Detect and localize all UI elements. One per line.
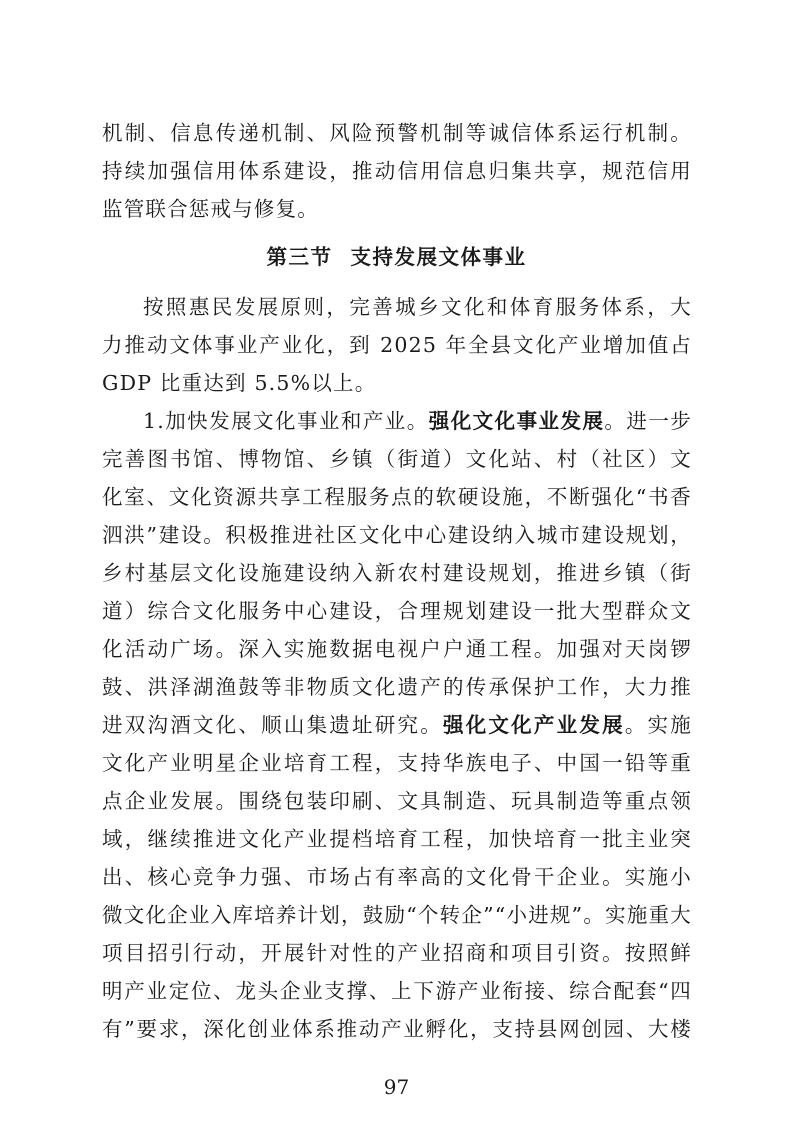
text-line: 化活动广场。深入实施数据电视户户通工程。加强对天岗锣	[102, 637, 692, 661]
text-line: 泗洪”建设。积极推进社区文化中心建设纳入城市建设规划，	[102, 523, 692, 547]
text-line: 完善图书馆、博物馆、乡镇（街道）文化站、村（社区）文	[102, 447, 692, 471]
bold-subheading: 强化文化事业发展	[428, 409, 605, 433]
text-line: GDP 比重达到 5.5%以上。	[102, 371, 377, 395]
text-line: 有”要求，深化创业体系推动产业孵化，支持县网创园、大楼	[102, 1017, 692, 1041]
section-heading	[0, 238, 793, 276]
text-line: 化室、文化资源共享工程服务点的软硬设施，不断强化“书香	[102, 485, 692, 509]
text-line: 监管联合惩戒与修复。	[102, 197, 319, 221]
page-number: 97	[383, 1075, 410, 1099]
text-run: 。进一步	[604, 409, 692, 433]
text-line: 点企业发展。围绕包装印刷、文具制造、玩具制造等重点领	[102, 789, 692, 813]
section-number: 第三节	[266, 245, 333, 269]
text-line: 明产业定位、龙头企业支撑、上下游产业衔接、综合配套“四	[102, 979, 692, 1003]
section-title: 支持发展文体事业	[350, 245, 527, 269]
text-line: 力推动文体事业产业化，到 2025 年全县文化产业增加值占	[102, 333, 692, 357]
text-line: 域，继续推进文化产业提档培育工程，加快培育一批主业突	[102, 827, 692, 851]
text-line: 项目招引行动，开展针对性的产业招商和项目引资。按照鲜	[102, 941, 692, 965]
item-heading: 1.加快发展文化事业和产业。	[143, 409, 429, 433]
bold-subheading: 强化文化产业发展	[442, 713, 625, 737]
text-line: 按照惠民发展原则，完善城乡文化和体育服务体系，大	[143, 295, 692, 319]
text-line	[143, 402, 692, 440]
text-line: 道）综合文化服务中心建设，合理规划建设一批大型群众文	[102, 599, 692, 623]
text-run: 进双沟酒文化、顺山集遗址研究。	[102, 713, 443, 737]
text-line: 机制、信息传递机制、风险预警机制等诚信体系运行机制。	[102, 121, 692, 145]
text-line: 乡村基层文化设施建设纳入新农村建设规划，推进乡镇（街	[102, 561, 692, 585]
text-line: 持续加强信用体系建设，推动信用信息归集共享，规范信用	[102, 159, 692, 183]
text-line: 文化产业明星企业培育工程，支持华族电子、中国一铅等重	[102, 751, 692, 775]
text-line: 鼓、洪泽湖渔鼓等非物质文化遗产的传承保护工作，大力推	[102, 675, 692, 699]
text-line	[102, 706, 692, 744]
text-run: 。实施	[624, 713, 692, 737]
text-line: 微文化企业入库培养计划，鼓励“个转企”“小进规”。实施重大	[102, 903, 692, 927]
text-line: 出、核心竞争力强、市场占有率高的文化骨干企业。实施小	[102, 865, 692, 889]
